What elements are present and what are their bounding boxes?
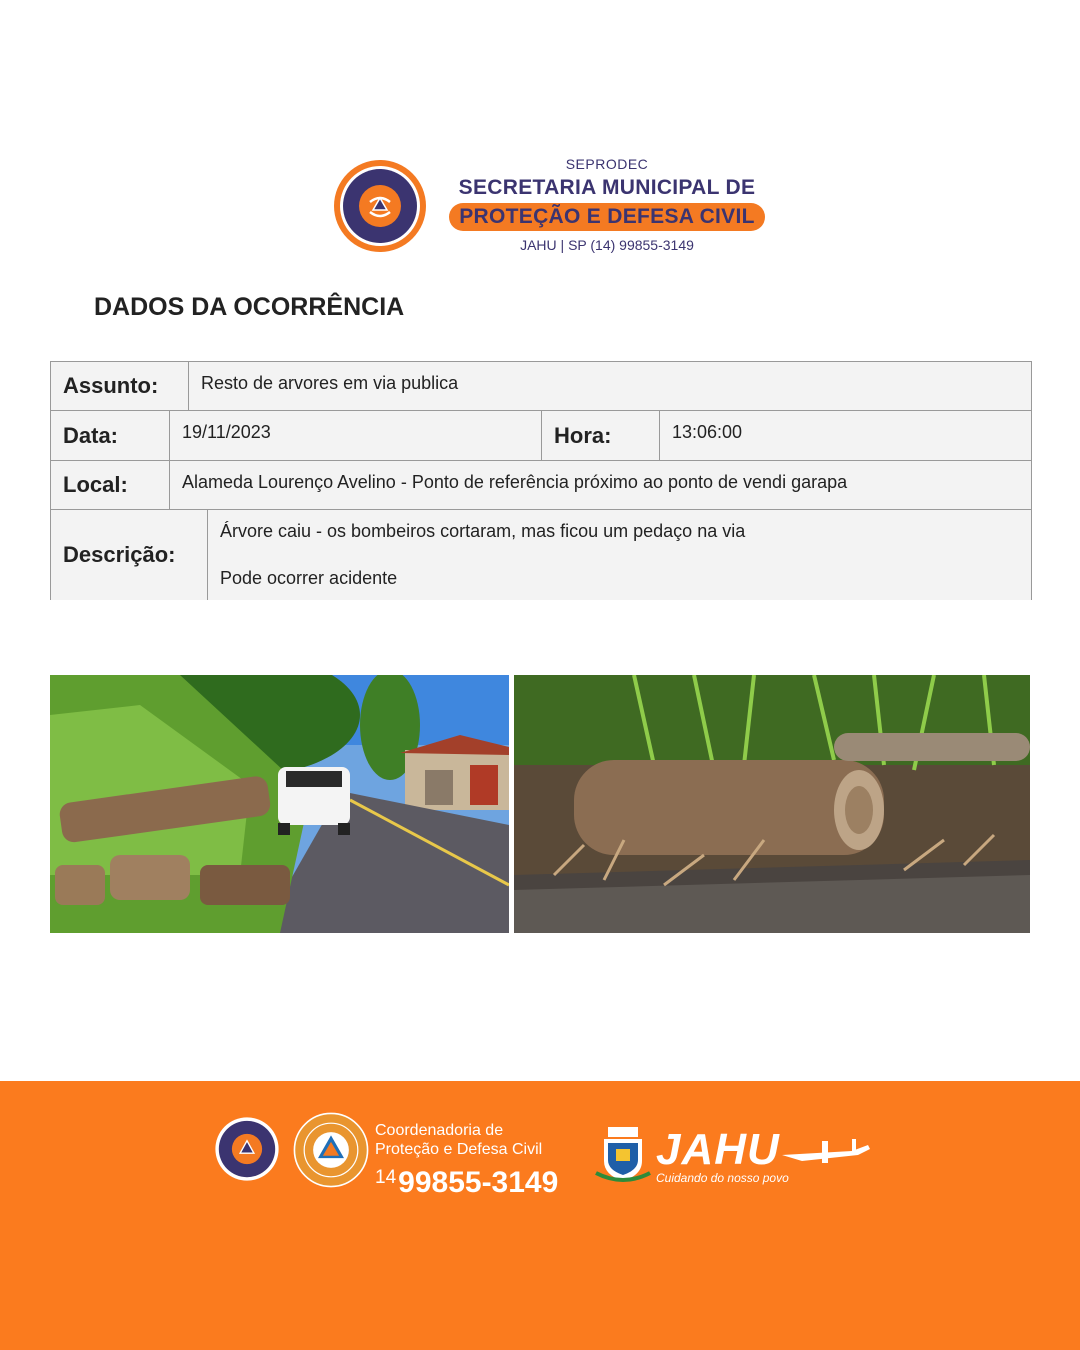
city-tagline: Cuidando do nosso povo — [656, 1171, 789, 1185]
occurrence-table — [50, 361, 1032, 600]
airplane-icon — [782, 1137, 872, 1167]
coordenadoria-info — [375, 1121, 558, 1200]
description-value — [207, 510, 1031, 600]
subject-label: Assunto: — [63, 373, 159, 398]
phone-ddd: 14 — [375, 1167, 397, 1188]
date-value: 19/11/2023 — [169, 411, 541, 460]
org-name-line1: SECRETARIA MUNICIPAL DE — [458, 176, 756, 199]
location-row — [50, 461, 1032, 510]
description-line: Pode ocorrer acidente — [220, 568, 398, 588]
city-name: JAHU — [656, 1125, 780, 1174]
description-line: Árvore caiu - os bombeiros cortaram, mas ficou um pedaço na via — [220, 521, 746, 541]
footer — [0, 1081, 1080, 1350]
log-closeup-photo — [514, 675, 1030, 933]
defesa-civil-seal-icon — [214, 1116, 280, 1182]
subject-row — [50, 362, 1032, 411]
time-value: 13:06:00 — [659, 411, 1031, 460]
jahu-city-logo — [594, 1123, 874, 1189]
description-row — [50, 510, 1032, 600]
coordenadoria-line1: Coordenadoria de — [375, 1122, 504, 1139]
coordenadoria-phone — [375, 1161, 558, 1200]
subject-value: Resto de arvores em via publica — [188, 362, 1031, 410]
location-value: Alameda Lourenço Avelino - Ponto de referência próximo ao ponto de vendi garapa — [169, 461, 1031, 509]
street-photo — [50, 675, 509, 933]
org-short-name: SEPRODEC — [565, 156, 649, 172]
city-crest-icon — [594, 1123, 652, 1185]
defesa-civil-seal-icon — [332, 158, 428, 254]
time-label: Hora: — [541, 411, 659, 460]
coordenadoria-seal-icon — [292, 1111, 370, 1189]
org-name-line2: PROTEÇÃO E DEFESA CIVIL — [449, 203, 765, 231]
datetime-row — [50, 411, 1032, 461]
coordenadoria-line2: Proteção e Defesa Civil — [375, 1141, 543, 1158]
phone-number: 99855-3149 — [398, 1166, 559, 1199]
org-contact: JAHU | SP (14) 99855-3149 — [520, 237, 694, 253]
date-label: Data: — [63, 422, 119, 448]
description-label: Descrição: — [63, 542, 176, 567]
header — [332, 150, 782, 260]
header-text — [442, 150, 772, 253]
section-title: DADOS DA OCORRÊNCIA — [94, 293, 405, 321]
location-label: Local: — [63, 472, 128, 497]
